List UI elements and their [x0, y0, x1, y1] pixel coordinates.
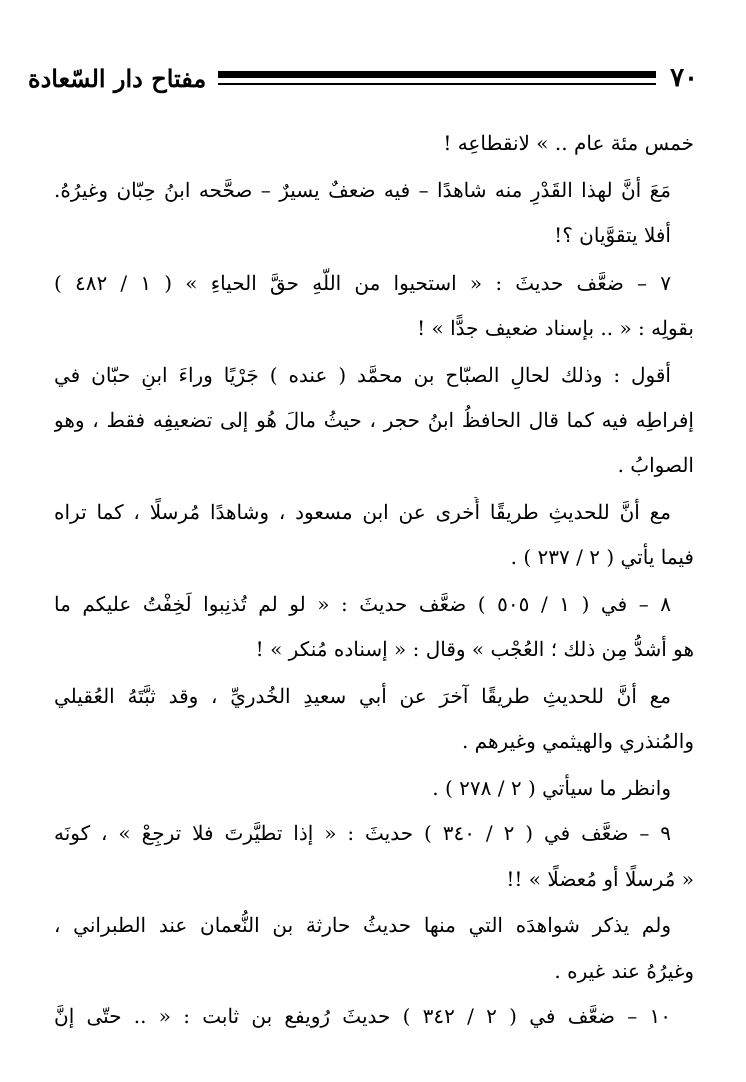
text-line: أقول : وذلك لحالِ الصبّاح بن محمَّد ( عنده ) جَرْيًا وراءَ ابنِ حبّان في	[54, 363, 671, 387]
text-line: الصوابُ .	[617, 453, 694, 477]
text-line: وانظر ما سيأتي ( ٢ / ٢٧٨ ) .	[432, 776, 671, 800]
text-line: ٨ – في ( ١ / ٥٠٥ ) ضعَّف حديثَ : « لو لم تُذنِبوا لَخِفْتُ عليكم ما	[54, 592, 671, 616]
text-line: بقولِه : « .. بإسناد ضعيف جدًّا » !	[417, 316, 694, 340]
page-header	[28, 58, 698, 98]
text-line: أفلا يتقوَّيان ؟!	[554, 223, 671, 247]
text-line: ٧ – ضعَّف حديثَ : « استحيوا من اللّهِ حقَّ الحياءِ » ( ١ / ٤٨٢ )	[54, 271, 671, 295]
text-line: مَعَ أنَّ لهذا القَدْرِ منه شاهدًا – فيه ضعفٌ يسيرٌ – صحَّحه ابنُ حِبّان وغيرُهُ.	[54, 178, 671, 202]
text-line: ٩ – ضعَّف في ( ٢ / ٣٤٠ ) حديثَ : « إذا تطيَّرتَ فلا ترجِعْ » ، كونَه	[54, 821, 671, 845]
text-line: والمُنذري والهيثمي وغيرهم .	[461, 729, 694, 753]
book-title: مفتاح دار السّعادة	[28, 63, 207, 93]
text-line: ولم يذكر شواهدَه التي منها حديثُ حارثة بن النُّعمان عند الطبراني ،	[54, 913, 671, 937]
text-line: إفراطِه فيه كما قال الحافظُ ابنُ حجر ، حيثُ مالَ هُو إلى تضعيفِه فقط ، وهو	[54, 408, 694, 432]
text-line: خمس مئة عام .. » لانقطاعِه !	[443, 131, 694, 155]
text-line: هو أشدُّ مِن ذلك ؛ العُجْب » وقال : « إسناده مُنكر » !	[255, 637, 694, 661]
text-line: مع أنَّ للحديثِ طريقًا أُخرى عن ابن مسعود ، وشاهدًا مُرسلًا ، كما تراه	[54, 500, 671, 524]
text-line: « مُرسلًا أو مُعضلًا » !!	[506, 867, 694, 891]
header-rule	[218, 71, 656, 85]
page-number: ٧٠	[670, 63, 698, 93]
text-line: وغيرُهُ عند غيره .	[554, 959, 694, 983]
text-line: فيما يأتي ( ٢ / ٢٣٧ ) .	[510, 545, 694, 569]
text-line: ١٠ – ضعَّف في ( ٢ / ٣٤٢ ) حديثَ رُويفع بن ثابت : « .. حتّى إنَّ	[54, 1004, 671, 1028]
text-line: مع أنَّ للحديثِ طريقًا آخرَ عن أبي سعيدِ الخُدريِّ ، وقد ثبَّتَهُ العُقيلي	[54, 684, 671, 708]
